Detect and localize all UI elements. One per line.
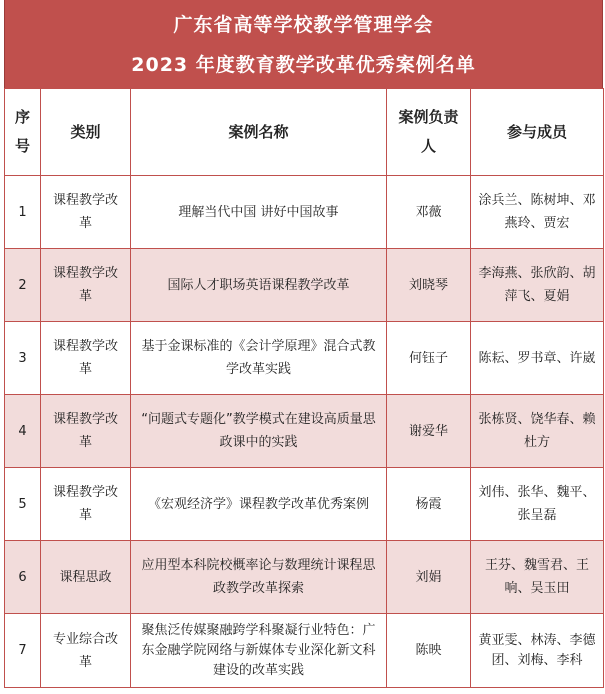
- table-row: [5, 322, 604, 395]
- cell-lead: 谢爱华: [387, 395, 471, 468]
- cell-name: 聚焦泛传媒聚融跨学科聚凝行业特色：广东金融学院网络与新媒体专业深化新文科建设的改革实践: [131, 614, 387, 688]
- title-line-2: 2023 年度教育教学改革优秀案例名单: [131, 54, 476, 76]
- table-row: [5, 395, 604, 468]
- table-row: [5, 468, 604, 541]
- cell-members: 张栋贤、饶华春、赖杜方: [471, 395, 604, 468]
- table-row: [5, 541, 604, 614]
- cell-name: 基于金课标准的《会计学原理》混合式教学改革实践: [131, 322, 387, 395]
- cell-category: 课程思政: [41, 541, 131, 614]
- header-lead: 案例负责人: [387, 89, 471, 176]
- table-row: [5, 614, 604, 688]
- cell-members: 刘伟、张华、魏平、张呈磊: [471, 468, 604, 541]
- header-name: 案例名称: [131, 89, 387, 176]
- cell-num: 2: [5, 249, 41, 322]
- table-row: [5, 176, 604, 249]
- header-category: 类别: [41, 89, 131, 176]
- cell-category: 课程教学改革: [41, 395, 131, 468]
- cell-category: 课程教学改革: [41, 249, 131, 322]
- cell-members: 黄亚雯、林涛、李德团、刘梅、李科: [471, 614, 604, 688]
- cell-category: 课程教学改革: [41, 322, 131, 395]
- cell-members: 陈耘、罗书章、许崴: [471, 322, 604, 395]
- cell-category: 专业综合改革: [41, 614, 131, 688]
- cell-lead: 刘娟: [387, 541, 471, 614]
- cell-lead: 邓薇: [387, 176, 471, 249]
- cell-lead: 陈映: [387, 614, 471, 688]
- table-header-row: [5, 89, 604, 176]
- cell-members: 涂兵兰、陈树坤、邓燕玲、贾宏: [471, 176, 604, 249]
- header-num: 序号: [5, 89, 41, 176]
- cell-category: 课程教学改革: [41, 468, 131, 541]
- cell-name: 应用型本科院校概率论与数理统计课程思政教学改革探索: [131, 541, 387, 614]
- cell-name: “问题式专题化”教学模式在建设高质量思政课中的实践: [131, 395, 387, 468]
- title-line-1: 广东省高等学校教学管理学会: [173, 14, 434, 36]
- title-banner: [4, 0, 603, 88]
- cell-lead: 杨霞: [387, 468, 471, 541]
- cell-num: 4: [5, 395, 41, 468]
- cell-num: 7: [5, 614, 41, 688]
- cell-members: 李海燕、张欣韵、胡萍飞、夏娟: [471, 249, 604, 322]
- cell-lead: 何钰子: [387, 322, 471, 395]
- cell-num: 6: [5, 541, 41, 614]
- cases-table: [4, 88, 604, 688]
- cell-name: 《宏观经济学》课程教学改革优秀案例: [131, 468, 387, 541]
- table-row: [5, 249, 604, 322]
- cell-num: 5: [5, 468, 41, 541]
- cell-lead: 刘晓琴: [387, 249, 471, 322]
- header-members: 参与成员: [471, 89, 604, 176]
- cell-members: 王芬、魏雪君、王响、吴玉田: [471, 541, 604, 614]
- cell-num: 1: [5, 176, 41, 249]
- cell-name: 理解当代中国 讲好中国故事: [131, 176, 387, 249]
- cell-category: 课程教学改革: [41, 176, 131, 249]
- cell-name: 国际人才职场英语课程教学改革: [131, 249, 387, 322]
- cell-num: 3: [5, 322, 41, 395]
